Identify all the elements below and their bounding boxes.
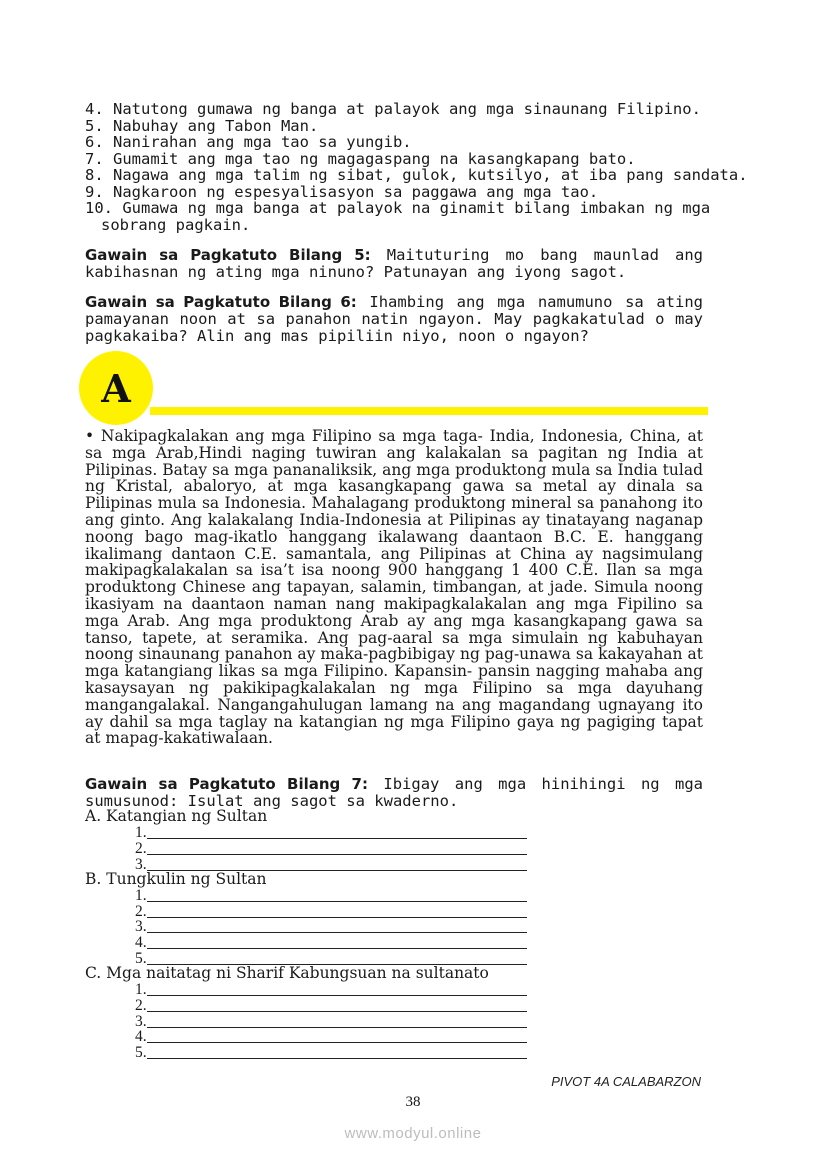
section-a-title: A. Katangian ng Sultan [85,807,268,826]
bullet-paragraph [85,428,703,747]
list-item-continuation: sobrang pagkain. [101,215,251,234]
gawain-7-section [85,776,703,1061]
answer-line[interactable]: 2. [135,998,703,1014]
top-section [85,100,748,345]
gawain-5-text: Maituturing mo bang maunlad ang kabihasnan ng ating mga ninuno? Patunayan ang iyong sagot. [85,246,703,281]
gawain-6-text: Ihambing ang mga namumuno sa ating pamayanan noon at sa panahon natin ngayon. May pagkakatulad o may pagkakaiba? Alin ang mas pipiliin niyo, noon o ngayon? [85,293,703,345]
answer-line[interactable]: 3. [135,919,703,935]
answer-line[interactable]: 4. [135,935,703,951]
numbered-list [85,100,748,234]
page-number: 38 [405,1094,421,1110]
list-item: 9. Nagkaroon ng espesyalisasyon sa paggawa ang mga tao. [85,182,599,201]
list-item: 8. Nagawa ang mga talim ng sibat, gulok, kutsilyo, at iba pang sandata. [85,166,748,184]
answer-line[interactable]: 1. [135,982,703,998]
answer-line[interactable]: 2. [135,904,703,920]
footer-tag: PIVOT 4A CALABARZON [551,1074,701,1089]
gawain-7-text: Ibigay ang mga hinihingi ng mga sumusunod: Isulat ang sagot sa kwaderno. [85,775,703,810]
reading-section [85,428,703,747]
list-item: 6. Nanirahan ang mga tao sa yungib. [85,133,412,151]
gawain-6-label: Gawain sa Pagkatuto Bilang 6: [85,293,357,312]
answer-line[interactable]: 3. [135,857,703,873]
section-c-title: C. Mga naitatag ni Sharif Kabungsuan na sultanato [85,964,489,983]
answer-line[interactable]: 2. [135,841,703,857]
section-b-title: B. Tungkulin ng Sultan [85,870,267,889]
bullet-icon: • [85,427,101,445]
gawain-5-label: Gawain sa Pagkatuto Bilang 5: [85,246,371,264]
answer-line[interactable]: 1. [135,825,703,841]
gawain-6-paragraph [85,294,703,344]
list-item: 7. Gumamit ang mga tao ng magagaspang na kasangkapang bato. [85,149,636,168]
gawain-5-paragraph [85,247,703,280]
gawain-7-paragraph [85,776,703,809]
answer-line[interactable]: 3. [135,1014,703,1030]
gawain-7-label: Gawain sa Pagkatuto Bilang 7: [85,775,368,793]
section-a-badge: A [79,351,153,425]
list-item: 10. Gumawa ng mga banga at palayok na ginamit bilang imbakan ng mga [85,199,711,217]
list-item: 5. Nabuhay ang Tabon Man. [85,116,319,135]
answer-line[interactable]: 4. [135,1029,703,1045]
answer-line[interactable]: 5. [135,951,703,967]
answer-line[interactable]: 1. [135,888,703,904]
section-a-highlight-bar [150,407,708,415]
list-item: 4. Natutong gumawa ng banga at palayok ang mga sinaunang Filipino. [85,100,701,118]
watermark: www.modyul.online [344,1125,482,1142]
answer-line[interactable]: 5. [135,1045,703,1061]
bullet-paragraph-text: Nakipagkalakan ang mga Filipino sa mga taga- India, Indonesia, China, at sa mga Arab,Hindi naging tuwiran ang kalakalan sa pagitan ng India at Pilipinas. Batay sa mga pananaliksik, ang mga produktong mula sa India tulad ng Kristal, abaloryo, at mga kasangkapang gawa sa metal ay dinala sa Pilipinas mula sa Indonesia. Mahalagang produktong mineral sa panahong ito ang ginto. Ang kalakalang India-Indonesia at Pilipinas ay tinatayang naganap noong bago mag-ikatlo hanggang ikalawang daantaon B.C. E. hanggang ikalimang dantaon C.E. samantala, ang Pilipinas at China ay nagsimulang makipagkalakalan sa isa’t isa noong 900 hanggang 1 400 C.E. Ilan sa mga produktong Chinese ang tapayan, salamin, timbangan, at jade. Simula noong ikasiyam na daantaon naman nang makipagkalakalan ang mga Fipilino sa mga Arab. Ang mga produktong Arab ay ang mga kasangkapang gawa sa tanso, tapete, at seramika. Ang pag-aaral sa mga simulain ng kabuhayan noong sinaunang panahon ay maka-pagbibigay ng pag-unawa sa kakayahan at mga katangiang likas sa mga Filipino. Kapansin- pansin nagging mahaba ang kasaysayan ng pakikipagkalakalan ng mga Filipino sa mga dayuhang mangangalakal. Nangangahulugan lamang na ang magandang ugnayang ito ay dahil sa mga taglay na katangian ng mga Filipino gaya ng pagiging tapat at mapag-kakatiwalaan. [85,427,703,748]
